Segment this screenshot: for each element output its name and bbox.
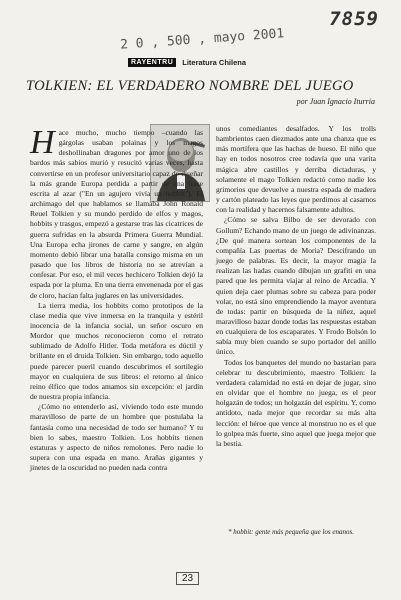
footnote: * hobbit: gente más pequeña que los enanos.	[228, 528, 354, 536]
page-number: 23	[176, 572, 199, 585]
handwritten-date: 2 0 , 500 , mayo 2001	[119, 26, 285, 53]
paragraph: Todos los banquetes del mundo no bastarían para celebrar tu descubrimiento, maestro Tolkien: la verdadera calamidad no está en dejar de jugar, sino en olvidar que el hombre no juega, es el peor holgazán de todos; un holgazán del espíritu. Y, como antídoto, nada mejor que recordar su más alta lección: el héroe que vence al monstruo no es el que lo golpea más fuerte, sino aquel que juega mejor que la bestia.	[216, 357, 376, 448]
paragraph: La tierra media, los hobbits como prototipos de la clase media que vive inmersa en la tranquila y estéril inocencia de la infancia social, un señor oscuro en Mordor que muchos reconocieron como el retrato sublimado de Adolfo Hitler. Toda metáfora es dúctil y brillante en el druida Tolkien. Sin embargo, todo aquello puede parecer pueril cuando descubrimos el sortilegio mayor en cualquiera de sus libros: el retorno al único reino élfico que todos amamos sin excepción: el jardín de nuestra propia infancia.	[30, 300, 203, 402]
article-column-1	[30, 124, 203, 473]
article-column-2	[216, 124, 376, 449]
section-rubric	[128, 58, 246, 67]
paragraph: unos comediantes desalfados. Y los trolls hambrientos caen diezmados ante una chanza que es más mortífera que las hachas de hueso. El niño que hay en todos nosotros cree todavía que una varita mágica abre castillos y derriba dictaduras, y solamente el mago Tolkien redactó como nadie los grimorios que devuelve a nuestra espada de madera y cartón plateado las leyes que perdimos al casarnos con la realidad y hacernos falsamente adultos.	[216, 124, 376, 215]
drop-cap: H	[30, 124, 55, 161]
section-tag: RAYENTRU	[128, 58, 176, 67]
paragraph: ¿Cómo se salva Bilbo de ser devorado con Gollum? Echando mano de un juego de adivinanzas. ¿De qué manera sortean los componentes de la compañía Las puertas de Moria? Descifrando un juego de palabras. Es decir, la mayor magia la realizan las hadas cuando dibujan un grafiti en una pared que les permita viajar al reino de Arcadia. Y quien deja caer plumas sobre su cabeza para poder volar, no está sino emprendiendo la mayor aventura de todas: partir en búsqueda de la niñez, aquel maravilloso bazar donde todas las respuestas estaban en cualquiera de los escaparates. Y Frodo Bolsón lo sabía muy bien cuando se supo portador del anillo único.	[216, 215, 376, 357]
section-name: Literatura Chilena	[182, 58, 247, 67]
article-byline: por Juan Ignacio Iturria	[296, 97, 375, 106]
handwritten-number: 7859	[329, 8, 379, 30]
paragraph: Hace mucho, mucho tiempo –cuando las gárgolas usaban polainas y los magos deshollinaban dragones por amor uno de los bardos más sabios murió y resucitó varias veces, hasta convertirse en un profesor universitario capaz de diseñar la más grande Europa perdida a partir de una frase escrita al azar ("En un agujero vivía un hobbit"). El archimago del que hablamos se llamaba John Ronald Reuel Tolkien y su mundo perdido de elfos y magos, hobbits y trasgos, empezó a gestarse tras las cicatrices de guerra sufridas en la absurda Primera Guerra Mundial. Una Europa echa jirones de carne y sangre, en algún momento debió librar una batalla consigo misma en un pasado que los libros de historia no se atrevían a confesar. Por eso, el mil veces hechicero Tolkien dejó la espada por la pluma. En una tierra envenenada por el gas de cloro, hacían falta juglares en las universidades.	[30, 124, 203, 300]
paragraph: ¿Cómo no entenderlo así, viviendo todo este mundo maravilloso de parte de un hombre que postulaba la fantasía como una necesidad de todo ser humano? Y tu bien lo sabes, maestro Tolkien. Los hobbits tienen estaturas y aspecto de niños remolones. Pero nadie lo supera con una espada en mano. Arañas gigantes y jinetes de la oscuridad no pueden nada contra	[30, 402, 203, 473]
article-title: TOLKIEN: EL VERDADERO NOMBRE DEL JUEGO	[26, 78, 354, 94]
